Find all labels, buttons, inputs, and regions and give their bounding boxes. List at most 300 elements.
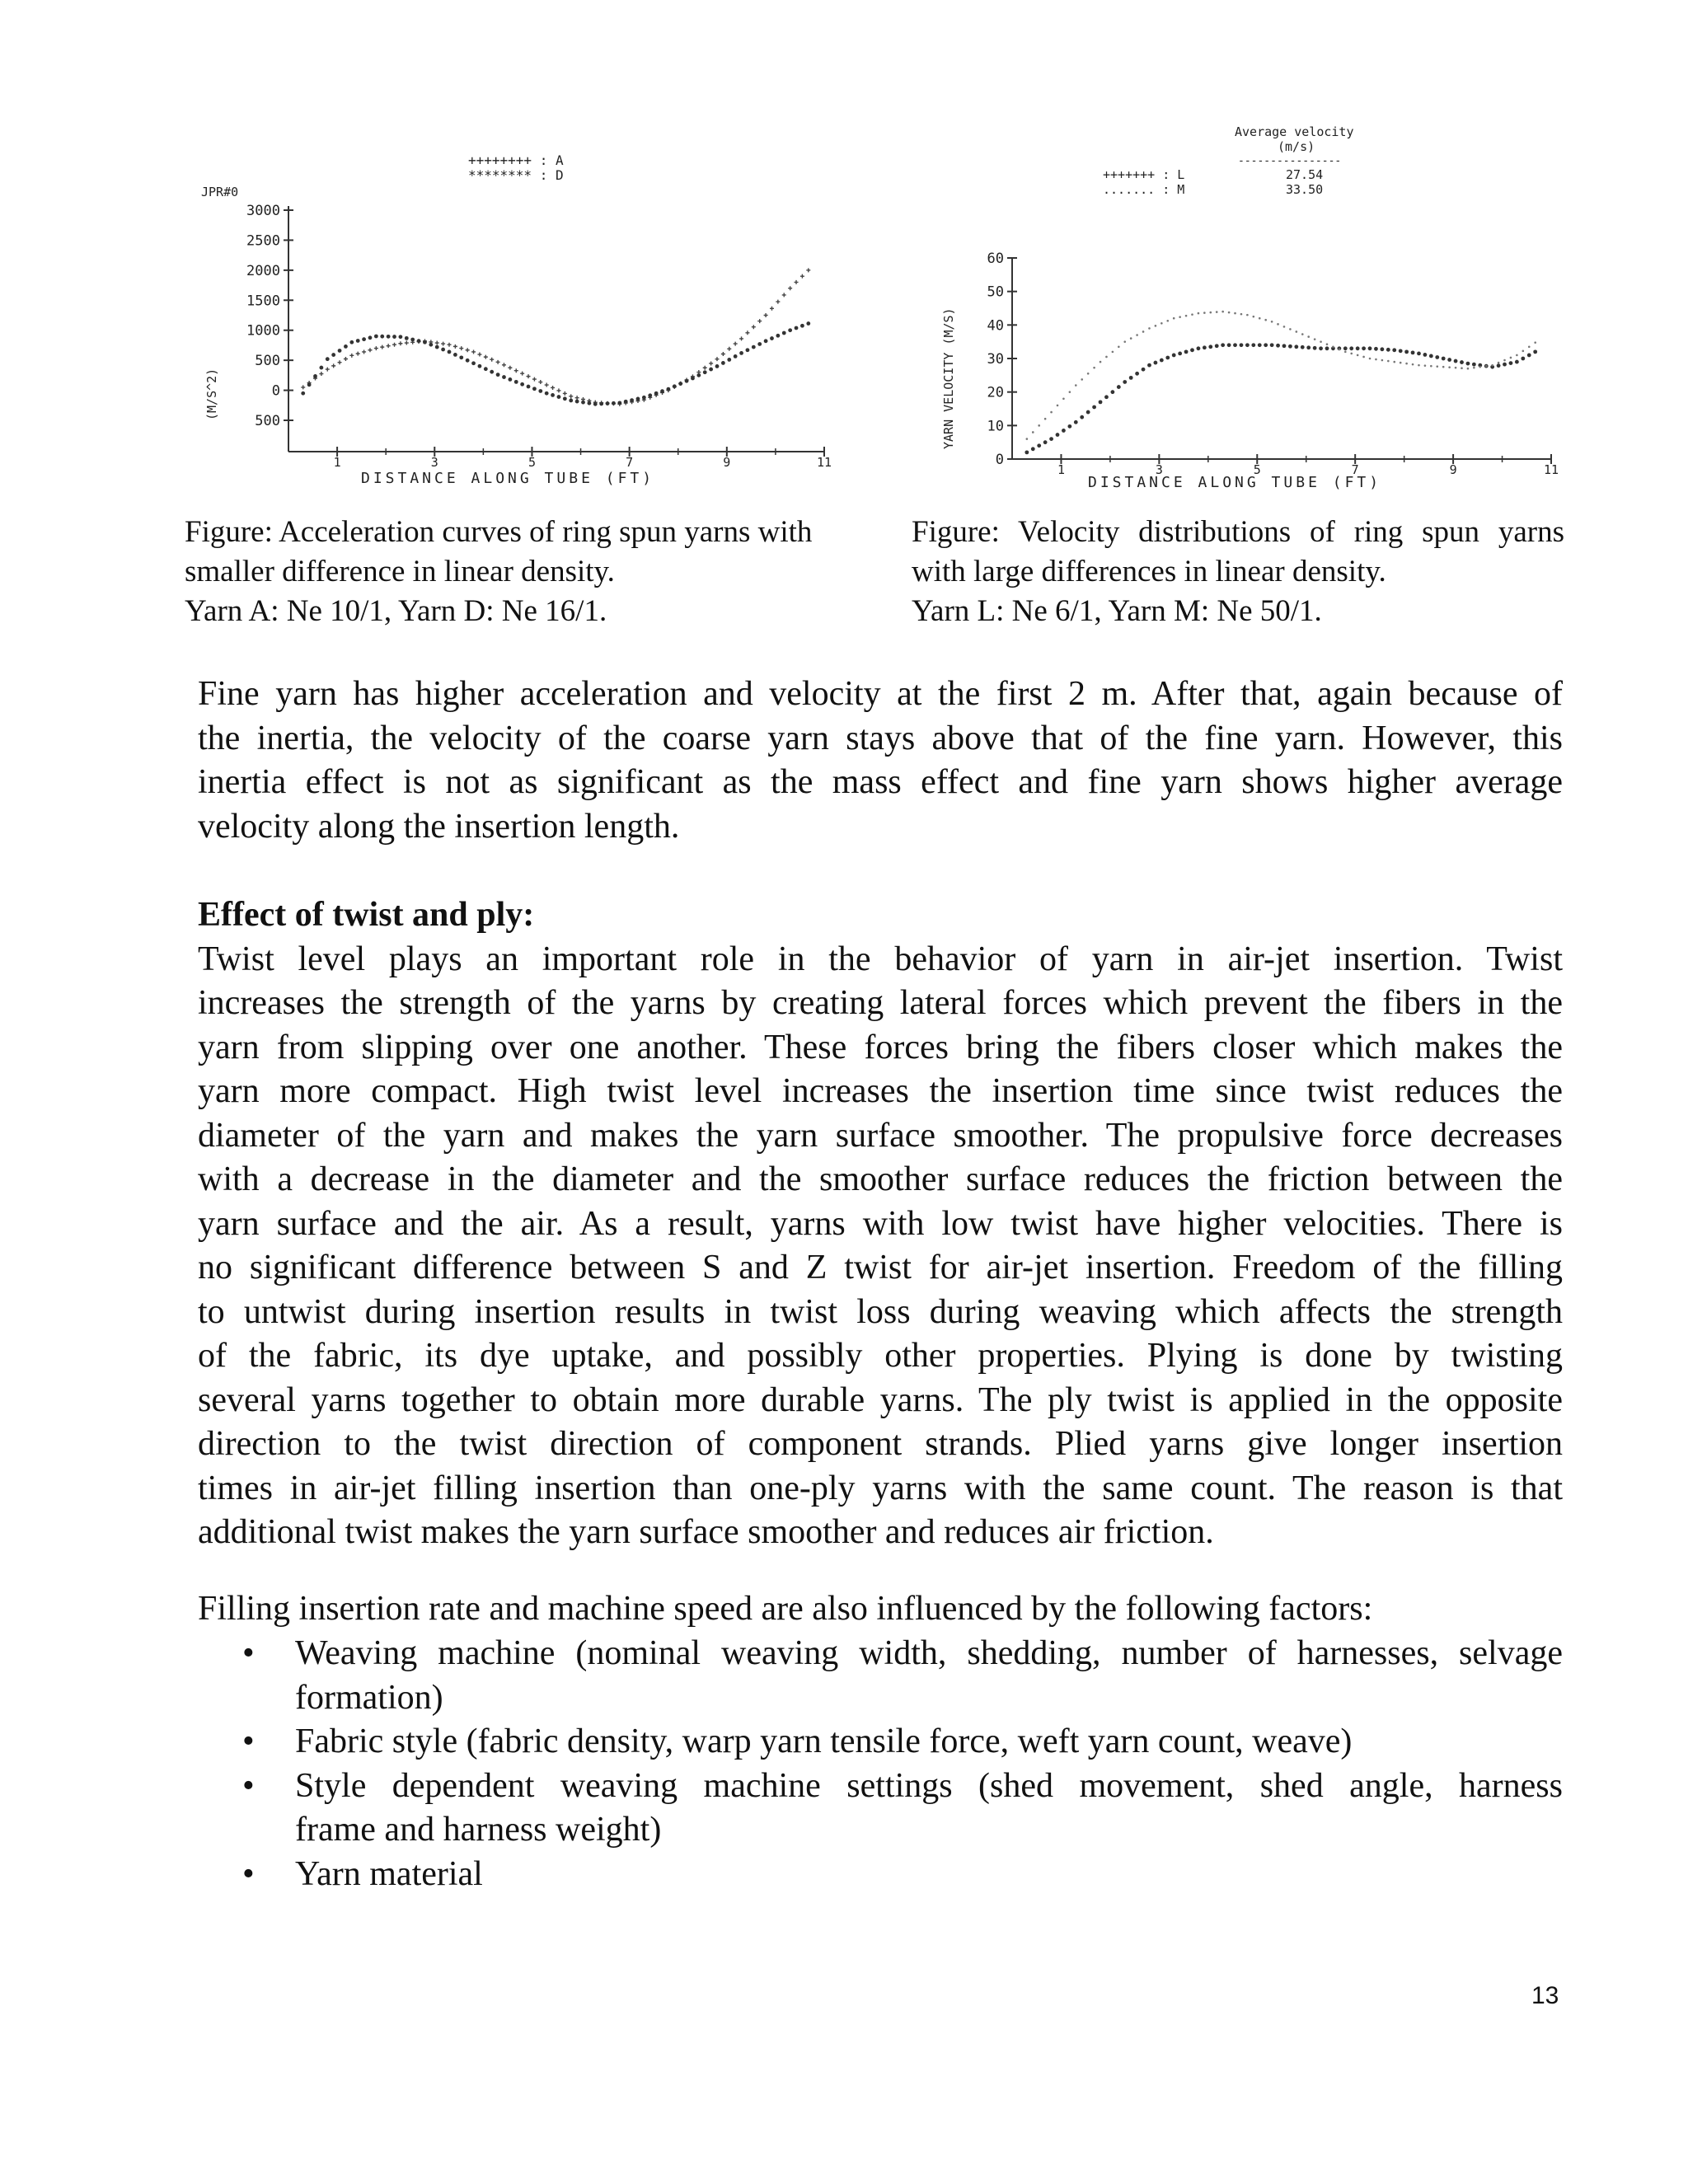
series-dot-D <box>806 321 810 326</box>
data-point-M <box>1516 354 1518 357</box>
series-dot-L <box>1031 447 1035 451</box>
x-tick-label: 11 <box>816 455 832 470</box>
series-dot-D <box>466 359 470 363</box>
series-dot-D <box>795 326 799 330</box>
series-dot-D <box>527 385 531 389</box>
series-dot-M <box>1155 325 1157 327</box>
series-dot-D <box>307 382 312 387</box>
series-dot-L <box>1080 415 1084 419</box>
series-dot-L <box>1301 345 1305 349</box>
series-dot-M <box>1510 357 1512 359</box>
series-dot-M <box>1062 398 1065 401</box>
series-dot-A <box>782 293 786 297</box>
series-dot-M <box>1259 317 1261 320</box>
data-point-L <box>1147 363 1151 368</box>
series-dot-D <box>563 396 567 401</box>
series-dot-L <box>1509 361 1513 365</box>
paragraph-line: yarn more compact. High twist level increases the insertion time since twist reduces the <box>198 1072 1563 1110</box>
series-dot-M <box>1179 316 1181 318</box>
series-dot-A <box>538 380 542 384</box>
data-point-A <box>301 385 305 389</box>
data-point-D <box>593 402 598 406</box>
caption-line: Yarn A: Ne 10/1, Yarn D: Ne 16/1. <box>185 594 607 628</box>
y-tick-label: 60 <box>987 251 1004 267</box>
series-dot-M <box>1203 312 1206 314</box>
data-point-L <box>1245 343 1250 347</box>
y-tick-label: 2000 <box>246 262 280 279</box>
data-point-M <box>1026 438 1029 440</box>
series-dot-A <box>362 349 366 354</box>
data-point-D <box>374 335 378 339</box>
paragraph-line: no significant difference between S and Z twist for air-jet insertion. Freedom of the filling <box>198 1249 1563 1286</box>
series-dot-L <box>1086 410 1090 415</box>
caption-line: smaller difference in linear density. <box>185 555 615 588</box>
data-point-D <box>448 350 452 354</box>
series-dot-M <box>1461 367 1463 369</box>
series-dot-L <box>1227 343 1231 347</box>
series-dot-A <box>752 325 756 329</box>
legend-title: Average velocity <box>1235 124 1354 139</box>
series-dot-L <box>1306 345 1311 349</box>
series-dot-M <box>1240 313 1243 316</box>
series-dot-D <box>459 355 463 359</box>
list-item-line: frame and harness weight) <box>295 1811 662 1849</box>
series-dot-M <box>1160 322 1163 325</box>
series-dot-D <box>587 401 591 405</box>
legend-unit: (m/s) <box>1278 139 1315 154</box>
data-point-D <box>691 377 695 381</box>
page-number: 13 <box>1531 1982 1559 2009</box>
paragraph-fine-yarn <box>198 673 1563 849</box>
series-dot-L <box>1043 440 1048 444</box>
x-tick-label: 9 <box>723 455 731 470</box>
series-dot-L <box>1056 433 1060 437</box>
series-dot-L <box>1215 344 1219 348</box>
series-dot-D <box>538 389 542 393</box>
series-dot-A <box>556 388 560 392</box>
paragraph-line: Twist level plays an important role in the behavior of yarn in air-jet insertion. Twist <box>198 940 1563 978</box>
paragraph-line: yarn from slipping over one another. These forces bring the fibers closer which makes the <box>198 1028 1563 1066</box>
series-dot-A <box>508 366 512 370</box>
series-dot-L <box>1190 348 1194 352</box>
series-dot-D <box>435 345 439 349</box>
series-dot-D <box>387 335 391 339</box>
series-dot-M <box>1314 338 1316 340</box>
series-dot-A <box>563 391 567 396</box>
factors-intro <box>198 1587 1563 1632</box>
series-dot-M <box>1448 366 1451 368</box>
paragraph-line: inertia effect is not as significant as the mass effect and fine yarn shows higher average <box>198 763 1563 801</box>
data-point-L <box>1466 362 1470 366</box>
series-dot-L <box>1037 443 1041 448</box>
data-point-A <box>398 341 402 345</box>
paragraph-line: of the fabric, its dye uptake, and possibly other properties. Plying is done by twisting <box>198 1337 1563 1375</box>
series-dot-D <box>685 379 689 383</box>
series-dot-M <box>1455 367 1457 369</box>
series-dot-A <box>331 363 335 368</box>
data-point-M <box>1296 330 1298 333</box>
series-dot-A <box>392 343 396 347</box>
paragraph-line: with a decrease in the diameter and the smoother surface reduces the friction between the <box>198 1160 1563 1198</box>
data-point-M <box>1148 327 1151 330</box>
series-dot-A <box>703 366 707 370</box>
series-dot-L <box>1067 424 1071 429</box>
series-dot-D <box>484 367 488 371</box>
caption-line: Figure: Acceleration curves of ring spun yarns with <box>185 515 813 549</box>
series-dot-D <box>599 402 603 406</box>
series-dot-M <box>1118 345 1120 348</box>
series-dot-L <box>1447 358 1451 362</box>
series-dot-M <box>1412 363 1414 366</box>
bullet-icon: • <box>242 1722 255 1760</box>
series-dot-M <box>1362 356 1365 359</box>
series-dot-D <box>709 368 713 372</box>
y-tick-label: 50 <box>987 284 1004 301</box>
data-point-A <box>715 357 720 361</box>
series-dot-M <box>1498 362 1500 364</box>
series-dot-M <box>1038 424 1040 427</box>
caption-line: with large differences in linear density. <box>912 555 1386 588</box>
series-dot-A <box>338 360 342 364</box>
x-tick-label: 3 <box>1155 462 1163 477</box>
series-dot-M <box>1253 316 1255 318</box>
series-dot-L <box>1374 347 1378 351</box>
data-point-M <box>1442 366 1445 368</box>
series-dot-D <box>508 377 512 382</box>
y-tick-label: 1000 <box>246 322 280 340</box>
series-dot-D <box>313 374 317 378</box>
data-point-A <box>448 343 452 347</box>
series-dot-D <box>636 397 640 401</box>
series-dot-M <box>1473 367 1475 369</box>
series-dot-L <box>1435 355 1439 359</box>
series-dot-L <box>1092 405 1096 410</box>
series-dot-D <box>727 358 731 362</box>
series-dot-D <box>356 339 360 343</box>
series-dot-M <box>1485 365 1488 368</box>
data-point-M <box>1369 358 1372 360</box>
data-point-L <box>1049 437 1053 441</box>
series-dot-M <box>1216 311 1218 313</box>
list-item-line: Fabric style (fabric density, warp yarn tensile force, weft yarn count, weave) <box>295 1722 1353 1760</box>
data-point-L <box>1417 352 1421 356</box>
series-dot-L <box>1264 343 1268 347</box>
series-dot-L <box>1423 353 1428 357</box>
data-point-D <box>349 340 354 344</box>
series-dot-M <box>1130 337 1132 340</box>
series-dot-D <box>490 370 494 374</box>
data-point-M <box>1221 311 1224 313</box>
series-dot-L <box>1129 376 1133 380</box>
series-dot-M <box>1387 360 1390 363</box>
series-dot-L <box>1251 343 1255 347</box>
series-dot-M <box>1528 345 1531 348</box>
paragraph-line: yarn surface and the air. As a result, yarns with low twist have higher velocities. There is <box>198 1204 1563 1243</box>
list-item <box>198 1720 1563 1765</box>
paragraph-line: additional twist makes the yarn surface smoother and reduces air friction. <box>198 1513 1214 1551</box>
series-dot-D <box>441 348 445 352</box>
series-dot-D <box>696 373 701 377</box>
series-dot-M <box>1357 354 1359 357</box>
series-dot-D <box>392 335 396 339</box>
y-tick-label: 20 <box>987 384 1004 401</box>
series-dot-L <box>1399 349 1403 353</box>
series-dot-M <box>1136 334 1138 336</box>
data-point-M <box>1271 321 1273 323</box>
series-dot-M <box>1289 328 1292 330</box>
list-item-line: Weaving machine (nominal weaving width, shedding, number of harnesses, selvage <box>295 1634 1563 1672</box>
series-dot-L <box>1160 359 1164 363</box>
series-dot-L <box>1178 352 1182 356</box>
data-point-L <box>1025 450 1029 454</box>
series-dot-A <box>734 342 738 346</box>
legend-label-d: ******** : D <box>468 167 564 183</box>
series-dot-M <box>1479 366 1481 368</box>
series-dot-M <box>1339 349 1341 351</box>
series-dot-M <box>1044 418 1047 420</box>
series-dot-L <box>1429 354 1433 359</box>
series-dot-D <box>331 353 335 357</box>
series-dot-A <box>721 352 725 356</box>
data-point-D <box>471 361 476 365</box>
series-dot-A <box>770 307 774 311</box>
series-dot-M <box>1069 391 1071 393</box>
legend-separator: ---------------- <box>1238 155 1342 167</box>
caption-line: Yarn L: Ne 6/1, Yarn M: Ne 50/1. <box>912 594 1322 628</box>
series-dot-M <box>1142 330 1145 333</box>
y-tick-label: 0 <box>271 382 280 400</box>
series-dot-L <box>1349 346 1353 350</box>
x-tick-label: 3 <box>430 455 438 470</box>
series-dot-L <box>1380 347 1384 351</box>
data-point-L <box>1221 343 1225 347</box>
x-tick-label: 1 <box>333 455 341 470</box>
series-dot-D <box>429 343 433 347</box>
data-point-L <box>1074 420 1078 424</box>
data-point-D <box>520 382 524 387</box>
series-dot-M <box>1209 312 1212 314</box>
data-point-L <box>1319 346 1323 350</box>
y-tick-label: 30 <box>987 351 1004 368</box>
data-point-A <box>569 394 573 398</box>
data-point-D <box>642 396 646 400</box>
series-dot-A <box>800 274 804 279</box>
data-point-L <box>1368 346 1372 350</box>
series-dot-M <box>1277 323 1279 326</box>
series-dot-A <box>757 319 762 323</box>
series-dot-M <box>1381 359 1384 362</box>
figure-caption-right <box>912 513 1564 631</box>
series-dot-L <box>1404 349 1409 354</box>
series-dot-L <box>1208 344 1212 349</box>
data-point-M <box>1320 340 1322 343</box>
series-dot-D <box>417 339 421 343</box>
data-point-D <box>788 328 792 332</box>
series-dot-A <box>551 386 555 390</box>
series-dot-D <box>532 387 537 391</box>
data-point-M <box>1173 317 1175 320</box>
data-point-D <box>545 391 549 396</box>
series-dot-L <box>1240 343 1244 347</box>
series-dot-L <box>1533 349 1537 354</box>
series-dot-M <box>1185 315 1188 317</box>
series-dot-L <box>1117 385 1121 389</box>
caption-line: Figure: Velocity distributions of ring spun yarns <box>912 515 1564 549</box>
series-dot-M <box>1234 312 1236 315</box>
series-dot-L <box>1233 343 1237 347</box>
series-dot-D <box>752 345 756 349</box>
paragraph-line: several yarns together to obtain more durable yarns. The ply twist is applied in the opposite <box>198 1380 1563 1419</box>
series-dot-L <box>1503 363 1507 367</box>
paragraph-line: velocity along the insertion length. <box>198 807 680 846</box>
list-item <box>198 1853 1563 1897</box>
list-item-line: formation) <box>295 1678 443 1717</box>
series-dot-M <box>1057 405 1059 407</box>
series-dot-D <box>380 335 384 339</box>
data-point-A <box>788 286 792 290</box>
data-point-D <box>496 373 500 377</box>
series-dot-L <box>1521 357 1525 361</box>
data-point-M <box>1050 411 1053 414</box>
series-dot-L <box>1313 346 1317 350</box>
data-point-D <box>764 339 768 343</box>
series-dot-D <box>368 335 373 340</box>
series-dot-D <box>678 382 682 386</box>
legend-value-l: 27.54 <box>1286 167 1324 182</box>
series-dot-D <box>654 391 659 396</box>
paragraph-line: times in air-jet filling insertion than one-ply yarns with the same count. The reason is that <box>198 1469 1563 1507</box>
series-dot-A <box>709 361 713 365</box>
series-dot-D <box>453 353 457 357</box>
y-unit-label: JPR#0 <box>201 185 239 199</box>
data-point-M <box>1075 384 1077 387</box>
series-dot-L <box>1411 350 1415 354</box>
data-point-D <box>399 335 403 339</box>
data-point-L <box>1099 400 1103 404</box>
series-dot-L <box>1142 368 1146 372</box>
legend-label-m: ....... : M <box>1103 182 1185 197</box>
series-dot-M <box>1301 333 1304 335</box>
data-point-A <box>471 349 476 354</box>
series-dot-L <box>1276 344 1280 348</box>
data-point-M <box>1123 340 1126 343</box>
series-dot-L <box>1062 429 1066 433</box>
factors-list <box>198 1632 1563 1896</box>
series-dot-A <box>344 357 348 361</box>
series-dot-D <box>410 338 415 342</box>
series-dot-M <box>1264 319 1267 321</box>
series-dot-D <box>673 384 677 388</box>
data-point-M <box>1393 361 1395 363</box>
series-dot-L <box>1104 395 1109 399</box>
series-dot-D <box>557 395 561 399</box>
series-dot-D <box>338 349 342 353</box>
data-point-M <box>1198 312 1200 315</box>
data-point-D <box>715 364 720 368</box>
y-tick-label: 40 <box>987 317 1004 335</box>
series-dot-M <box>1430 365 1432 368</box>
series-dot-M <box>1283 326 1286 328</box>
series-dot-M <box>1093 367 1095 369</box>
series-dot-D <box>757 342 762 346</box>
data-point-D <box>301 391 305 396</box>
series-dot-D <box>344 344 348 349</box>
data-point-A <box>764 313 768 317</box>
x-tick-label: 5 <box>1253 462 1261 477</box>
x-tick-label: 7 <box>1351 462 1359 477</box>
series-dot-D <box>575 400 579 404</box>
series-dot-M <box>1105 356 1108 359</box>
series-dot-A <box>453 344 457 349</box>
series-dot-D <box>630 398 634 402</box>
legend-value-m: 33.50 <box>1286 182 1324 197</box>
series-dot-A <box>795 280 799 284</box>
list-item <box>198 1765 1563 1853</box>
y-tick-label: 2500 <box>246 232 280 250</box>
series-dot-D <box>721 361 725 365</box>
y-axis-label: (M/S^2) <box>204 368 219 420</box>
paragraph-line: Filling insertion rate and machine speed are also influenced by the following factors: <box>198 1590 1373 1628</box>
data-point-A <box>374 346 378 350</box>
series-dot-M <box>1522 350 1525 353</box>
series-dot-M <box>1534 341 1536 344</box>
series-dot-M <box>1191 313 1193 316</box>
series-dot-M <box>1400 362 1402 364</box>
data-point-L <box>1392 348 1396 352</box>
data-point-L <box>1197 346 1201 350</box>
series-dot-A <box>477 353 481 357</box>
series-dot-D <box>551 393 555 397</box>
data-point-M <box>1467 368 1470 370</box>
series-dot-L <box>1165 356 1170 360</box>
legend-label-a: ++++++++ : A <box>468 152 564 168</box>
series-dot-L <box>1135 372 1139 376</box>
series-dot-D <box>660 389 664 393</box>
series-dot-L <box>1527 354 1531 358</box>
y-tick-label: 10 <box>987 418 1004 435</box>
series-dot-L <box>1497 363 1501 368</box>
series-dot-D <box>800 324 804 328</box>
series-dot-M <box>1405 363 1408 365</box>
series-dot-A <box>319 372 323 376</box>
series-dot-D <box>776 334 780 338</box>
x-tick-label: 1 <box>1057 462 1065 477</box>
series-dot-A <box>466 348 470 352</box>
series-dot-A <box>368 348 372 352</box>
series-dot-L <box>1325 346 1329 350</box>
series-dot-D <box>502 375 506 379</box>
series-dot-M <box>1032 431 1034 434</box>
series-dot-M <box>1228 312 1231 314</box>
acceleration-chart <box>181 140 874 503</box>
series-dot-M <box>1332 345 1334 348</box>
series-dot-A <box>380 345 384 349</box>
series-dot-D <box>405 336 409 340</box>
series-dot-A <box>502 363 506 367</box>
data-point-D <box>326 357 330 361</box>
bullet-icon: • <box>242 1854 255 1893</box>
data-point-L <box>1294 344 1298 349</box>
figure-caption-left <box>185 513 848 631</box>
series-dot-L <box>1386 348 1390 352</box>
series-dot-D <box>648 393 652 397</box>
series-dot-M <box>1503 359 1506 362</box>
series-dot-D <box>624 400 628 404</box>
series-dot-D <box>782 331 786 335</box>
series-dot-L <box>1356 346 1360 350</box>
series-dot-A <box>727 347 731 351</box>
data-point-D <box>617 401 621 405</box>
